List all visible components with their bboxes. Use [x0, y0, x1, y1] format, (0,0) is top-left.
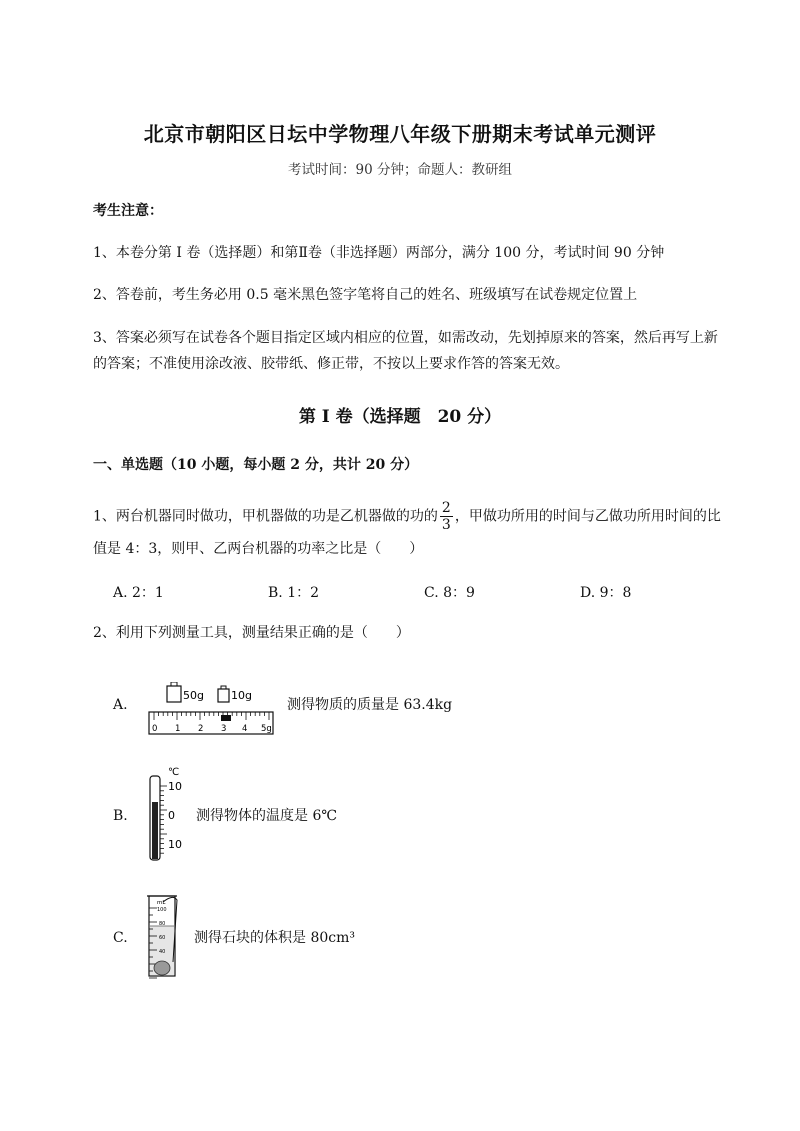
question-1-option-d[interactable]: D. 9：8 — [580, 585, 632, 601]
rider-icon — [221, 715, 231, 721]
scale-tick-label: 2 — [198, 724, 204, 734]
note-item-3-cont: 的答案；不准使用涂改液、胶带纸、修正带，不按以上要求作答的答案无效。 — [93, 356, 569, 372]
celsius-unit-label: ℃ — [168, 767, 180, 778]
scale-tick-label: 5g — [261, 724, 272, 734]
cylinder-tick-label: 40 — [159, 949, 166, 955]
weight-10g-label: 10g — [231, 689, 252, 702]
question-1-option-a[interactable]: A. 2：1 — [113, 585, 164, 601]
cylinder-tick-label: 80 — [159, 921, 166, 927]
part-heading: 一、单选题（10 小题，每小题 2 分，共计 20 分） — [93, 457, 419, 473]
question-1-option-c[interactable]: C. 8：9 — [424, 585, 475, 601]
balance-scale-figure — [145, 682, 277, 738]
question-1-text-after: ，甲做功所用的时间与乙做功所用时间的比 — [454, 508, 721, 525]
scale-tick-label: 4 — [242, 724, 248, 734]
thermo-tick-label: 10 — [168, 838, 182, 851]
scale-tick-label: 1 — [175, 724, 181, 734]
question-2-option-b-text[interactable]: 测得物体的温度是 6℃ — [196, 808, 338, 824]
section-title: 第 I 卷（选择题 20 分） — [298, 407, 502, 427]
fraction-two-thirds — [440, 500, 453, 533]
thermo-tick-label: 0 — [168, 809, 175, 822]
weight-50g-icon — [167, 686, 181, 702]
question-1-line-1 — [93, 500, 721, 533]
note-item-2: 2、答卷前，考生务必用 0.5 毫米黑色签字笔将自己的姓名、班级填写在试卷规定位置上 — [93, 287, 638, 303]
question-2-option-c-text[interactable]: 测得石块的体积是 80cm³ — [194, 930, 355, 946]
fraction-numerator: 2 — [441, 500, 451, 516]
exam-info: 考试时间：90 分钟；命题人：教研组 — [288, 162, 512, 178]
fraction-denominator: 3 — [441, 517, 451, 533]
weight-50g-label: 50g — [183, 689, 204, 702]
cylinder-tick-label: 100 — [157, 907, 167, 913]
question-1-line-2: 值是 4：3，则甲、乙两台机器的功率之比是（ ） — [93, 541, 424, 557]
note-item-3: 3、答案必须写在试卷各个题目指定区域内相应的位置，如需改动，先划掉原来的答案，然后再写上新 — [93, 330, 718, 346]
question-2-option-a-label[interactable]: A. — [113, 697, 128, 713]
scale-tick-label: 3 — [221, 724, 227, 734]
notes-heading: 考生注意： — [93, 203, 163, 219]
question-1-option-b[interactable]: B. 1：2 — [268, 585, 320, 601]
page-title: 北京市朝阳区日坛中学物理八年级下册期末考试单元测评 — [143, 122, 657, 146]
question-1-text-before: 1、两台机器同时做功，甲机器做的功是乙机器做的功的 — [93, 508, 438, 525]
measuring-cylinder-figure — [143, 892, 185, 980]
question-2-option-b-label[interactable]: B. — [113, 808, 128, 824]
thermometer-liquid-column — [152, 802, 158, 859]
question-2-option-c-label[interactable]: C. — [113, 930, 128, 946]
thermo-tick-label: 10 — [168, 780, 182, 793]
weight-10g-icon — [218, 689, 229, 702]
scale-tick-label: 0 — [152, 724, 158, 734]
thermometer-figure — [140, 764, 190, 862]
note-item-1: 1、本卷分第 I 卷（选择题）和第Ⅱ卷（非选择题）两部分，满分 100 分，考试时间 90 分钟 — [93, 245, 665, 261]
cylinder-unit-label: mL — [157, 900, 166, 906]
cylinder-tick-label: 60 — [159, 935, 166, 941]
question-2-stem: 2、利用下列测量工具，测量结果正确的是（ ） — [93, 625, 410, 641]
question-2-option-a-text[interactable]: 测得物质的质量是 63.4kg — [287, 697, 453, 713]
stone-icon — [154, 961, 170, 975]
